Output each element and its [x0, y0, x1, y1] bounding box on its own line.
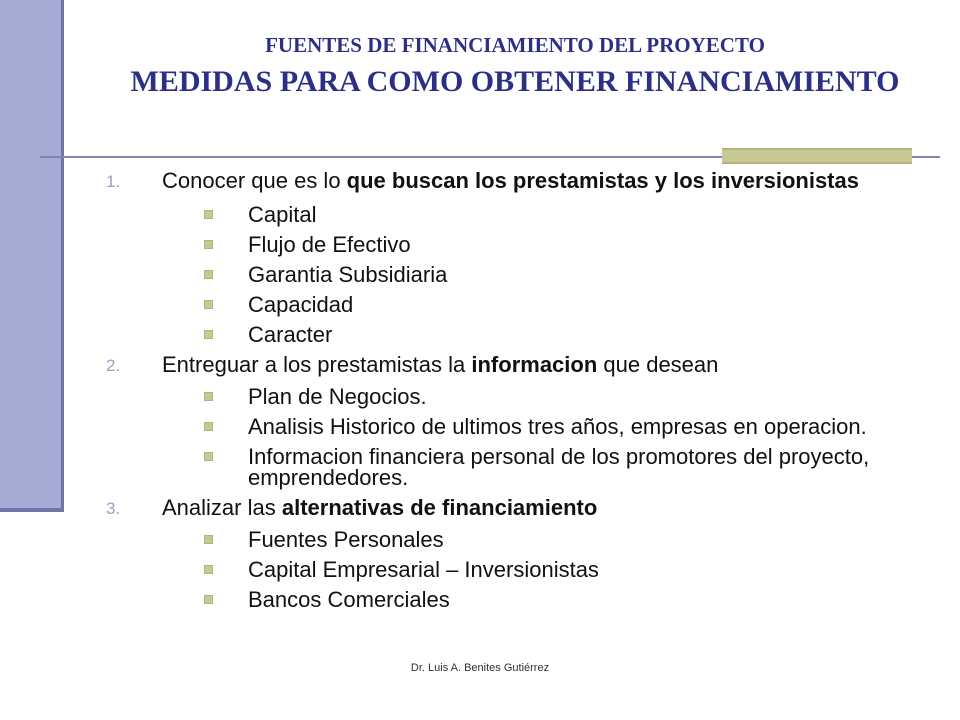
bullet-item — [248, 324, 888, 345]
slide-title — [130, 28, 900, 102]
bullet-item — [248, 446, 888, 488]
bullet-item — [248, 559, 888, 580]
bullet-text: Capital Empresarial – Inversionistas — [248, 557, 599, 582]
bullet-text: Flujo de Efectivo — [248, 232, 411, 257]
square-bullet-icon — [204, 392, 213, 401]
square-bullet-icon — [204, 270, 213, 279]
item-number: 1. — [106, 172, 121, 191]
numbered-item-3 — [106, 495, 862, 520]
square-bullet-icon — [204, 210, 213, 219]
square-bullet-icon — [204, 330, 213, 339]
bullet-text: Plan de Negocios. — [248, 384, 427, 409]
bullet-text: Capacidad — [248, 292, 354, 317]
bullet-item — [248, 416, 888, 437]
item-text-normal-end: que desean — [597, 352, 719, 377]
item-text-bold: alternativas de financiamiento — [281, 495, 598, 520]
item-text-bold: que buscan los prestamistas y los inversionistas — [346, 168, 859, 193]
bullet-item — [248, 529, 888, 550]
item-number: 2. — [106, 356, 121, 375]
bullet-item — [248, 386, 888, 407]
bullet-item — [248, 589, 888, 610]
bullet-text: Caracter — [248, 322, 333, 347]
square-bullet-icon — [204, 535, 213, 544]
bullet-text: Analisis Historico de ultimos tres años, empresas en operacion. — [248, 414, 867, 439]
slide-content — [0, 170, 960, 619]
square-bullet-icon — [204, 300, 213, 309]
bullet-text: Informacion financiera personal de los promotores del proyecto, emprendedores. — [248, 444, 870, 490]
square-bullet-icon — [204, 565, 213, 574]
bullet-text: Garantia Subsidiaria — [248, 262, 448, 287]
slide-title-line1: FUENTES DE FINANCIAMIENTO DEL PROYECTO — [265, 33, 765, 57]
item-text-normal: Analizar las — [162, 495, 282, 520]
square-bullet-icon — [204, 422, 213, 431]
bullet-text: Bancos Comerciales — [248, 587, 450, 612]
item-text-normal: Conocer que es lo — [162, 168, 347, 193]
numbered-item-1 — [106, 168, 862, 193]
bullet-item — [248, 294, 888, 315]
item-text-bold: informacion — [471, 352, 598, 377]
item-text-normal: Entreguar a los prestamistas la — [162, 352, 472, 377]
slide-title-line2: MEDIDAS PARA COMO OBTENER FINANCIAMIENTO — [130, 65, 900, 98]
accent-block — [722, 148, 912, 164]
bullet-item — [248, 234, 888, 255]
numbered-item-2 — [106, 352, 862, 377]
square-bullet-icon — [204, 595, 213, 604]
square-bullet-icon — [204, 240, 213, 249]
bullet-item — [248, 204, 888, 225]
bullet-item — [248, 264, 888, 285]
slide-footer: Dr. Luis A. Benites Gutiérrez — [410, 662, 550, 674]
square-bullet-icon — [204, 452, 213, 461]
bullet-text: Capital — [248, 202, 317, 227]
bullet-text: Fuentes Personales — [248, 527, 444, 552]
item-number: 3. — [106, 499, 121, 518]
